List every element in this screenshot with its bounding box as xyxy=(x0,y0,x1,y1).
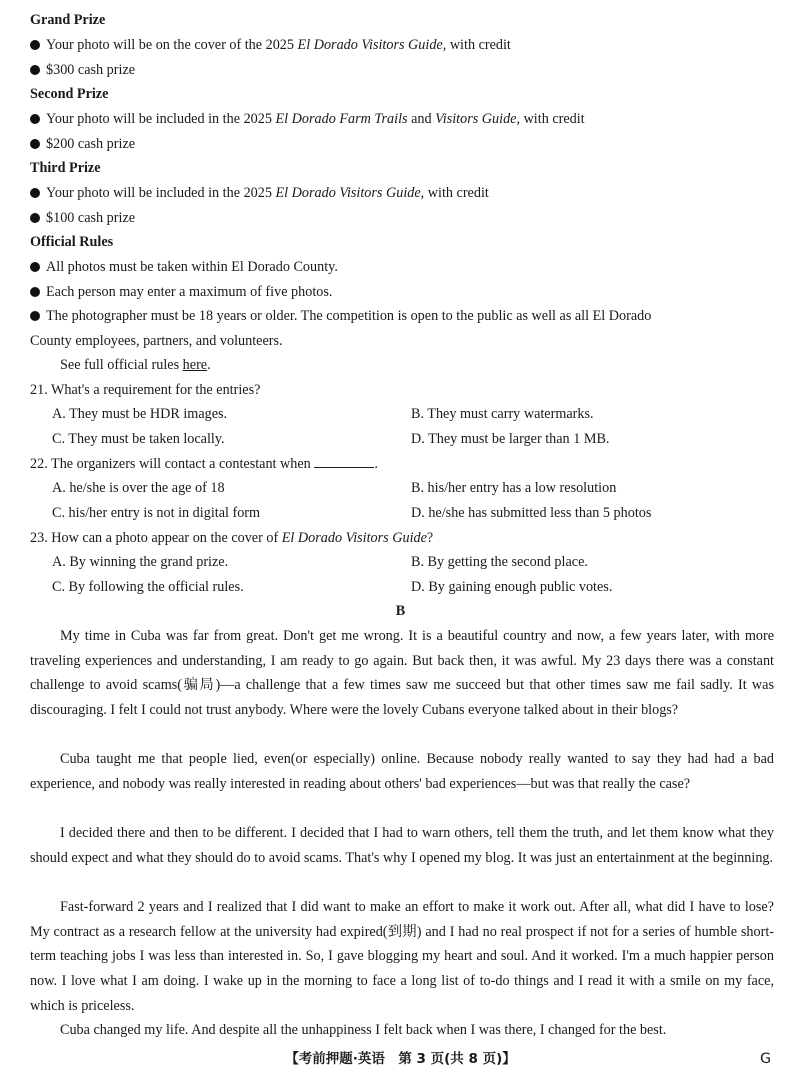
bullet-icon xyxy=(30,40,40,50)
bullet-icon xyxy=(30,262,40,272)
passage-paragraph-4: Fast-forward 2 years and I realized that I did want to make an effort to make it work out. After all, what did I have to lose? My contract as a research fellow at the university had expired(到期) and I had no real prospect if not for a series of humble short-term teaching jobs I was less than interested in. So, I gave blogging my heart and soul. And it worked. I'm a much happier person now. I love what I am doing. I wake up in the morning to face a long list of to-do things and I read it with a smile on my face, which is priceless. xyxy=(30,899,774,1014)
answer-blank xyxy=(314,455,374,468)
question-21-option-d: D. They must be larger than 1 MB. xyxy=(411,431,610,447)
second-prize-item-2: $200 cash prize xyxy=(30,134,135,154)
passage-paragraph-3: I decided there and then to be different. I decided that I had to warn others, tell them the truth, and let them know what they should expect and what they should do to avoid scams. That's why I opened my blog. It was just an entertainment at the beginning. xyxy=(30,825,774,866)
question-21-option-c: C. They must be taken locally. xyxy=(52,431,225,447)
passage-paragraph-5: Cuba changed my life. And despite all the unhappiness I felt back when I was there, I changed for the best. xyxy=(60,1022,667,1038)
section-b-heading: B xyxy=(395,603,406,619)
rule-item-1: All photos must be taken within El Dorado County. xyxy=(30,257,338,277)
see-rules-line: See full official rules here. xyxy=(60,357,211,373)
grand-prize-heading: Grand Prize xyxy=(30,12,106,28)
second-prize-item-1: Your photo will be included in the 2025 El Dorado Farm Trails and Visitors Guide, with credit xyxy=(30,109,585,129)
third-prize-item-2: $100 cash prize xyxy=(30,208,135,228)
question-23-option-a: A. By winning the grand prize. xyxy=(52,554,229,570)
paper-code: G xyxy=(760,1051,771,1067)
question-22-option-b: B. his/her entry has a low resolution xyxy=(411,480,617,496)
question-23-option-c: C. By following the official rules. xyxy=(52,579,244,595)
second-prize-heading: Second Prize xyxy=(30,86,109,102)
rules-link[interactable]: here xyxy=(182,357,208,373)
question-23-option-b: B. By getting the second place. xyxy=(411,554,588,570)
rule-item-2: Each person may enter a maximum of five photos. xyxy=(30,282,332,302)
bullet-icon xyxy=(30,114,40,124)
passage-paragraph-2: Cuba taught me that people lied, even(or especially) online. Because nobody really wanted to say they had had a bad experience, and nobody was really interested in reading about others' bad experiences—but was that really the case? xyxy=(30,751,774,792)
question-22-option-a: A. he/she is over the age of 18 xyxy=(52,480,225,496)
third-prize-heading: Third Prize xyxy=(30,160,101,176)
rule-item-3: The photographer must be 18 years or older. The competition is open to the public as well as all El Dorado xyxy=(30,306,651,326)
question-21-option-a: A. They must be HDR images. xyxy=(52,406,228,422)
bullet-icon xyxy=(30,65,40,75)
rule-item-3-continued: County employees, partners, and volunteers. xyxy=(30,333,283,349)
page-footer: 【考前押题·英语 第 3 页(共 8 页)】 xyxy=(285,1051,516,1067)
question-23-stem: 23. How can a photo appear on the cover of El Dorado Visitors Guide? xyxy=(30,530,434,546)
bullet-icon xyxy=(30,188,40,198)
question-21-stem: 21. What's a requirement for the entries? xyxy=(30,382,261,398)
question-23-option-d: D. By gaining enough public votes. xyxy=(411,579,613,595)
question-21-option-b: B. They must carry watermarks. xyxy=(411,406,594,422)
bullet-icon xyxy=(30,139,40,149)
question-22-option-d: D. he/she has submitted less than 5 photos xyxy=(411,505,652,521)
bullet-icon xyxy=(30,213,40,223)
bullet-icon xyxy=(30,287,40,297)
question-22-stem: 22. The organizers will contact a contestant when . xyxy=(30,456,378,472)
passage-paragraph-1: My time in Cuba was far from great. Don't get me wrong. It is a beautiful country and now, a few years later, with more traveling experiences and understanding, I am ready to go again. But back then, it was awful. My 23 days there was a constant challenge to avoid scams(骗局)—a challenge that a few times saw me succeed but that other times saw me fail sadly. It was discouraging. I felt I could not trust anybody. Where were the lovely Cubans everyone talked about in their blogs? xyxy=(30,628,774,719)
third-prize-item-1: Your photo will be included in the 2025 El Dorado Visitors Guide, with credit xyxy=(30,183,489,203)
grand-prize-item-1: Your photo will be on the cover of the 2025 El Dorado Visitors Guide, with credit xyxy=(30,35,511,55)
bullet-icon xyxy=(30,311,40,321)
question-22-option-c: C. his/her entry is not in digital form xyxy=(52,505,261,521)
grand-prize-item-2: $300 cash prize xyxy=(30,60,135,80)
official-rules-heading: Official Rules xyxy=(30,234,114,250)
